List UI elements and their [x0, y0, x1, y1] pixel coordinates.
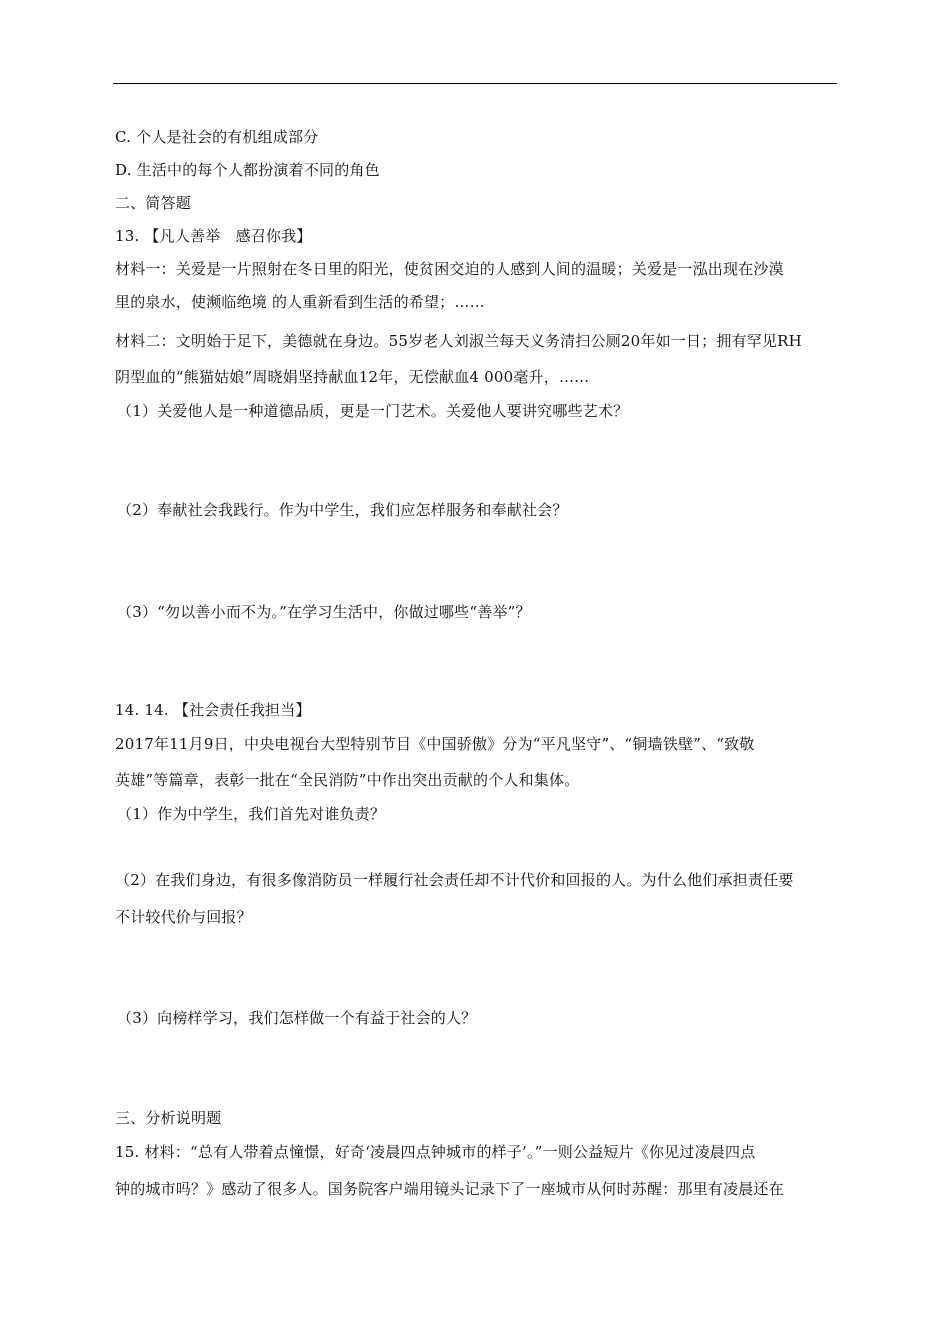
q14-sub-1: （1）作为中学生，我们首先对谁负责？: [117, 805, 386, 823]
material-1-line-1: 材料一：关爱是一片照射在冬日里的阳光，使贫困交迫的人感到人间的温暖；关爱是一泓出现在沙漠: [115, 260, 784, 278]
material-2-line-2: 阴型血的“熊猫姑娘”周晓娟坚持献血12年，无偿献血4 000毫升，……: [115, 368, 590, 386]
option-c: C. 个人是社会的有机组成部分: [115, 128, 319, 146]
q14-sub-2-line-1: （2）在我们身边，有很多像消防员一样履行社会责任却不计代价和回报的人。为什么他们承担责任要: [115, 871, 794, 889]
q13-sub-3: （3）“勿以善小而不为。”在学习生活中，你做过哪些“善举”？: [117, 603, 531, 621]
header-rule: [113, 83, 837, 84]
option-d: D. 生活中的每个人都扮演着不同的角色: [115, 161, 380, 179]
question-15-line-2: 钟的城市吗？》感动了很多人。国务院客户端用镜头记录下了一座城市从何时苏醒：那里有凌晨还在: [115, 1180, 784, 1198]
q14-sub-3: （3）向榜样学习，我们怎样做一个有益于社会的人？: [117, 1009, 477, 1027]
question-15-line-1: 15. 材料：“总有人带着点憧憬，好奇‘凌晨四点钟城市的样子’。”一则公益短片《你见过凌晨四点: [115, 1143, 756, 1161]
q14-material-line-2: 英雄”等篇章，表彰一批在“全民消防”中作出突出贡献的个人和集体。: [115, 771, 580, 789]
question-14-title: 14. 14. 【社会责任我担当】: [115, 701, 311, 719]
section-heading-analysis: 三、分析说明题: [115, 1109, 222, 1127]
section-heading-short-answer: 二、简答题: [115, 194, 192, 212]
q14-material-line-1: 2017年11月9日，中央电视台大型特别节目《中国骄傲》分为“平凡坚守”、“铜墙铁壁”、“致敬: [115, 735, 755, 753]
q13-sub-1: （1）关爱他人是一种道德品质，更是一门艺术。关爱他人要讲究哪些艺术？: [117, 402, 629, 420]
q13-sub-2: （2）奉献社会我践行。作为中学生，我们应怎样服务和奉献社会？: [117, 501, 568, 519]
material-2-line-1: 材料二：文明始于足下，美德就在身边。55岁老人刘淑兰每天义务清扫公厕20年如一日；拥有罕见RH: [115, 332, 802, 350]
material-1-line-2: 里的泉水，使濒临绝境 的人重新看到生活的希望；……: [115, 293, 485, 311]
question-13-title: 13. 【凡人善举 感召你我】: [115, 227, 312, 245]
q14-sub-2-line-2: 不计较代价与回报？: [115, 908, 252, 926]
